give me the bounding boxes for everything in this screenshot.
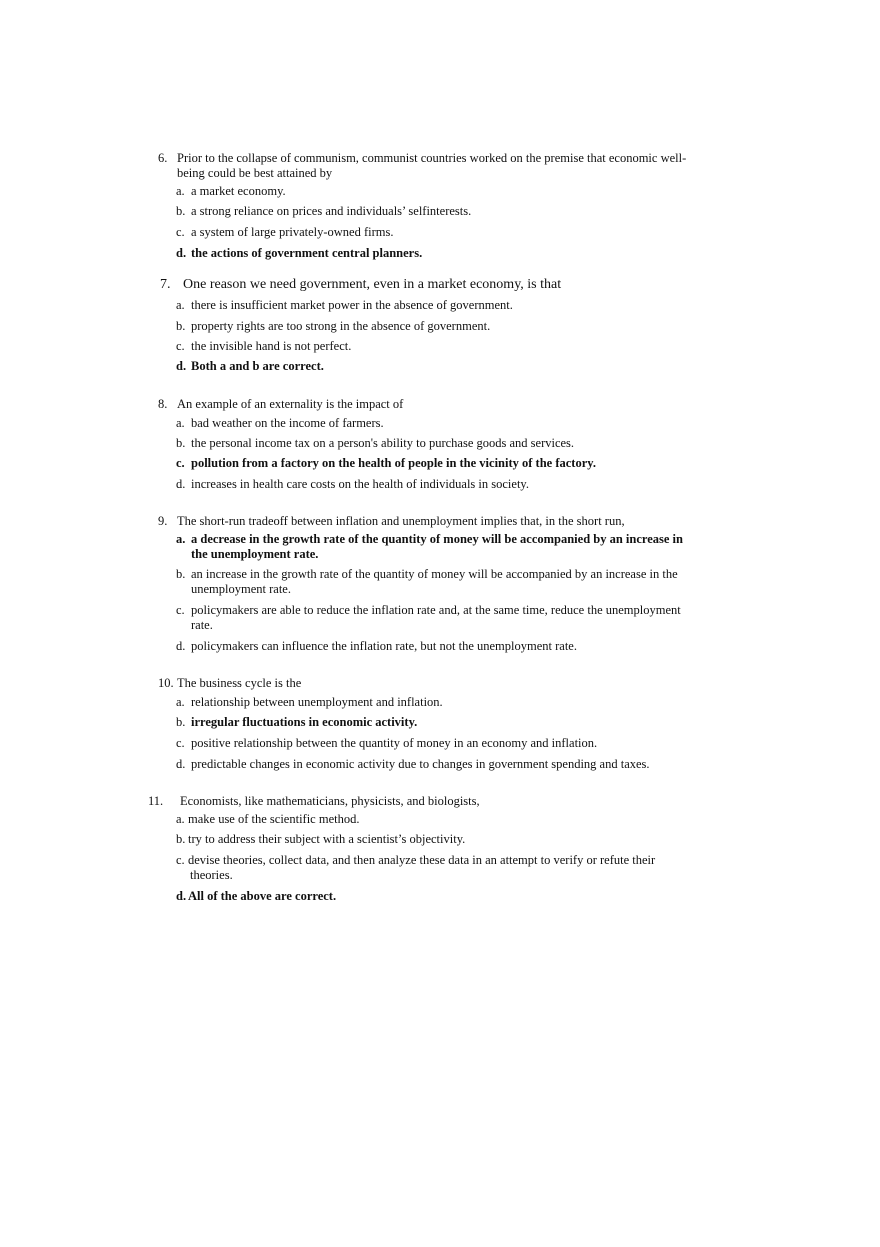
option-text: the invisible hand is not perfect. (191, 339, 352, 353)
option-text: a strong reliance on prices and individuals’ selfinterests. (191, 204, 472, 218)
option-label: d. (176, 246, 187, 260)
stem-line: being could be best attained by (177, 166, 333, 180)
option-text: a system of large privately-owned firms. (191, 225, 394, 239)
question-number: 11. (148, 794, 164, 808)
option-text: irregular fluctuations in economic activity. (191, 715, 418, 729)
option-text-continued: theories. (190, 868, 233, 882)
option-label: c. (176, 853, 185, 867)
option-label: b. (176, 204, 186, 218)
option-text-continued: rate. (191, 618, 213, 632)
option-text: property rights are too strong in the absence of government. (191, 319, 491, 333)
option-text: make use of the scientific method. (188, 812, 360, 826)
option-label: a. (176, 695, 185, 709)
option-text: increases in health care costs on the health of individuals in society. (191, 477, 529, 491)
option-text: All of the above are correct. (188, 889, 337, 903)
stem-line: Economists, like mathematicians, physicists, and biologists, (180, 794, 480, 808)
option-label: a. (176, 416, 185, 430)
option-text: devise theories, collect data, and then analyze these data in an attempt to verify or refute their (188, 853, 656, 867)
option-label: b. (176, 319, 186, 333)
option-label: a. (176, 184, 185, 198)
stem-line: Prior to the collapse of communism, communist countries worked on the premise that economic well- (177, 151, 687, 165)
option-label: a. (176, 298, 185, 312)
option-label: d. (176, 639, 186, 653)
option-label: c. (176, 456, 185, 470)
option-text: a decrease in the growth rate of the quantity of money will be accompanied by an increase in (191, 532, 683, 546)
stem-line: An example of an externality is the impact of (177, 397, 404, 411)
option-label: a. (176, 532, 186, 546)
option-text: try to address their subject with a scientist’s objectivity. (188, 832, 466, 846)
option-text: the personal income tax on a person's ability to purchase goods and services. (191, 436, 575, 450)
option-text-continued: the unemployment rate. (191, 547, 319, 561)
stem-line: The business cycle is the (177, 676, 302, 690)
question-number: 10. (158, 676, 174, 690)
option-text: an increase in the growth rate of the quantity of money will be accompanied by an increase in the (191, 567, 678, 581)
option-text: policymakers can influence the inflation rate, but not the unemployment rate. (191, 639, 577, 653)
option-label: d. (176, 889, 187, 903)
option-label: c. (176, 339, 185, 353)
option-text: bad weather on the income of farmers. (191, 416, 384, 430)
option-text: there is insufficient market power in the absence of government. (191, 298, 513, 312)
stem-line: One reason we need government, even in a market economy, is that (183, 277, 562, 292)
question-number: 8. (158, 397, 168, 411)
option-text: predictable changes in economic activity due to changes in government spending and taxes. (191, 757, 650, 771)
option-label: a. (176, 812, 185, 826)
question-number: 9. (158, 514, 168, 528)
option-label: c. (176, 736, 185, 750)
option-label: d. (176, 757, 186, 771)
option-label: b. (176, 715, 186, 729)
option-label: b. (176, 832, 186, 846)
option-label: d. (176, 477, 186, 491)
question-number: 6. (158, 151, 168, 165)
option-text: the actions of government central planners. (191, 246, 423, 260)
option-text: policymakers are able to reduce the inflation rate and, at the same time, reduce the unemployment (191, 603, 681, 617)
option-label: c. (176, 225, 185, 239)
option-label: b. (176, 436, 186, 450)
option-text: Both a and b are correct. (191, 359, 324, 373)
option-text: a market economy. (191, 184, 286, 198)
option-text: relationship between unemployment and inflation. (191, 695, 443, 709)
stem-line: The short-run tradeoff between inflation and unemployment implies that, in the short run, (177, 514, 625, 528)
option-text: positive relationship between the quantity of money in an economy and inflation. (191, 736, 598, 750)
option-text: pollution from a factory on the health of people in the vicinity of the factory. (191, 456, 596, 470)
option-text-continued: unemployment rate. (191, 582, 291, 596)
option-label: b. (176, 567, 186, 581)
option-label: d. (176, 359, 187, 373)
question-number: 7. (160, 277, 171, 292)
option-label: c. (176, 603, 185, 617)
